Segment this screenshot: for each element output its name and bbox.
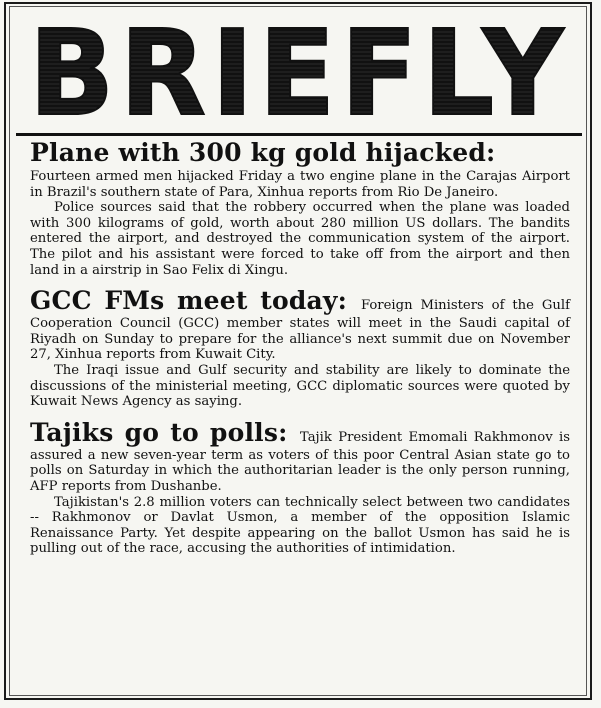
stories-column: [30, 138, 570, 565]
story-headline: Plane with 300 kg gold hijacked:: [30, 138, 496, 167]
story-headline: GCC FMs meet today:: [30, 286, 348, 316]
story-lede: Fourteen armed men hijacked Friday a two engine plane in the Carajas Airport in Brazil's southern state of Para, Xinhua reports from Rio De Janeiro.: [30, 169, 570, 200]
masthead-title: BRIEFLY: [29, 10, 569, 132]
story-gcc-meeting: [30, 286, 570, 410]
story-body: Police sources said that the robbery occurred when the plane was loaded with 300 kilograms of gold, worth about 280 million US dollars. The bandits entered the airport, and destroyed the communication system of the airport. The pilot and his assistant were forced to take off from the airport and then land in a airstrip in Sao Felix di Xingu.: [30, 200, 570, 278]
masthead-divider: [16, 133, 582, 136]
story-plane-hijack: [30, 138, 570, 278]
story-headline: Tajiks go to polls:: [30, 417, 288, 447]
story-lede: Foreign Ministers of the Gulf Cooperation Council (GCC) member states will meet in the Saudi capital of Riyadh on Sunday to prepare for the alliance's next summit due on November 27, Xinhua reports from Kuwait City.: [30, 298, 570, 363]
story-body: Tajikistan's 2.8 million voters can technically select between two candidates -- Rakhmonov or Davlat Usmon, a member of the opposition Islamic Renaissance Party. Yet despite appearing on the ballot Usmon has said he is pulling out of the race, accusing the authorities of intimidation.: [30, 494, 570, 557]
masthead: [16, 10, 582, 132]
masthead-logo: [16, 10, 582, 132]
story-tajik-polls: [30, 418, 570, 557]
story-body: The Iraqi issue and Gulf security and stability are likely to dominate the discussions of the ministerial meeting, GCC diplomatic sources were quoted by Kuwait News Agency as saying.: [30, 362, 570, 410]
story-lede: Tajik President Emomali Rakhmonov is assured a new seven-year term as voters of this poor Central Asian state go to polls on Saturday in which the authoritarian leader is the only person running, AFP reports from Dushanbe.: [30, 429, 571, 494]
